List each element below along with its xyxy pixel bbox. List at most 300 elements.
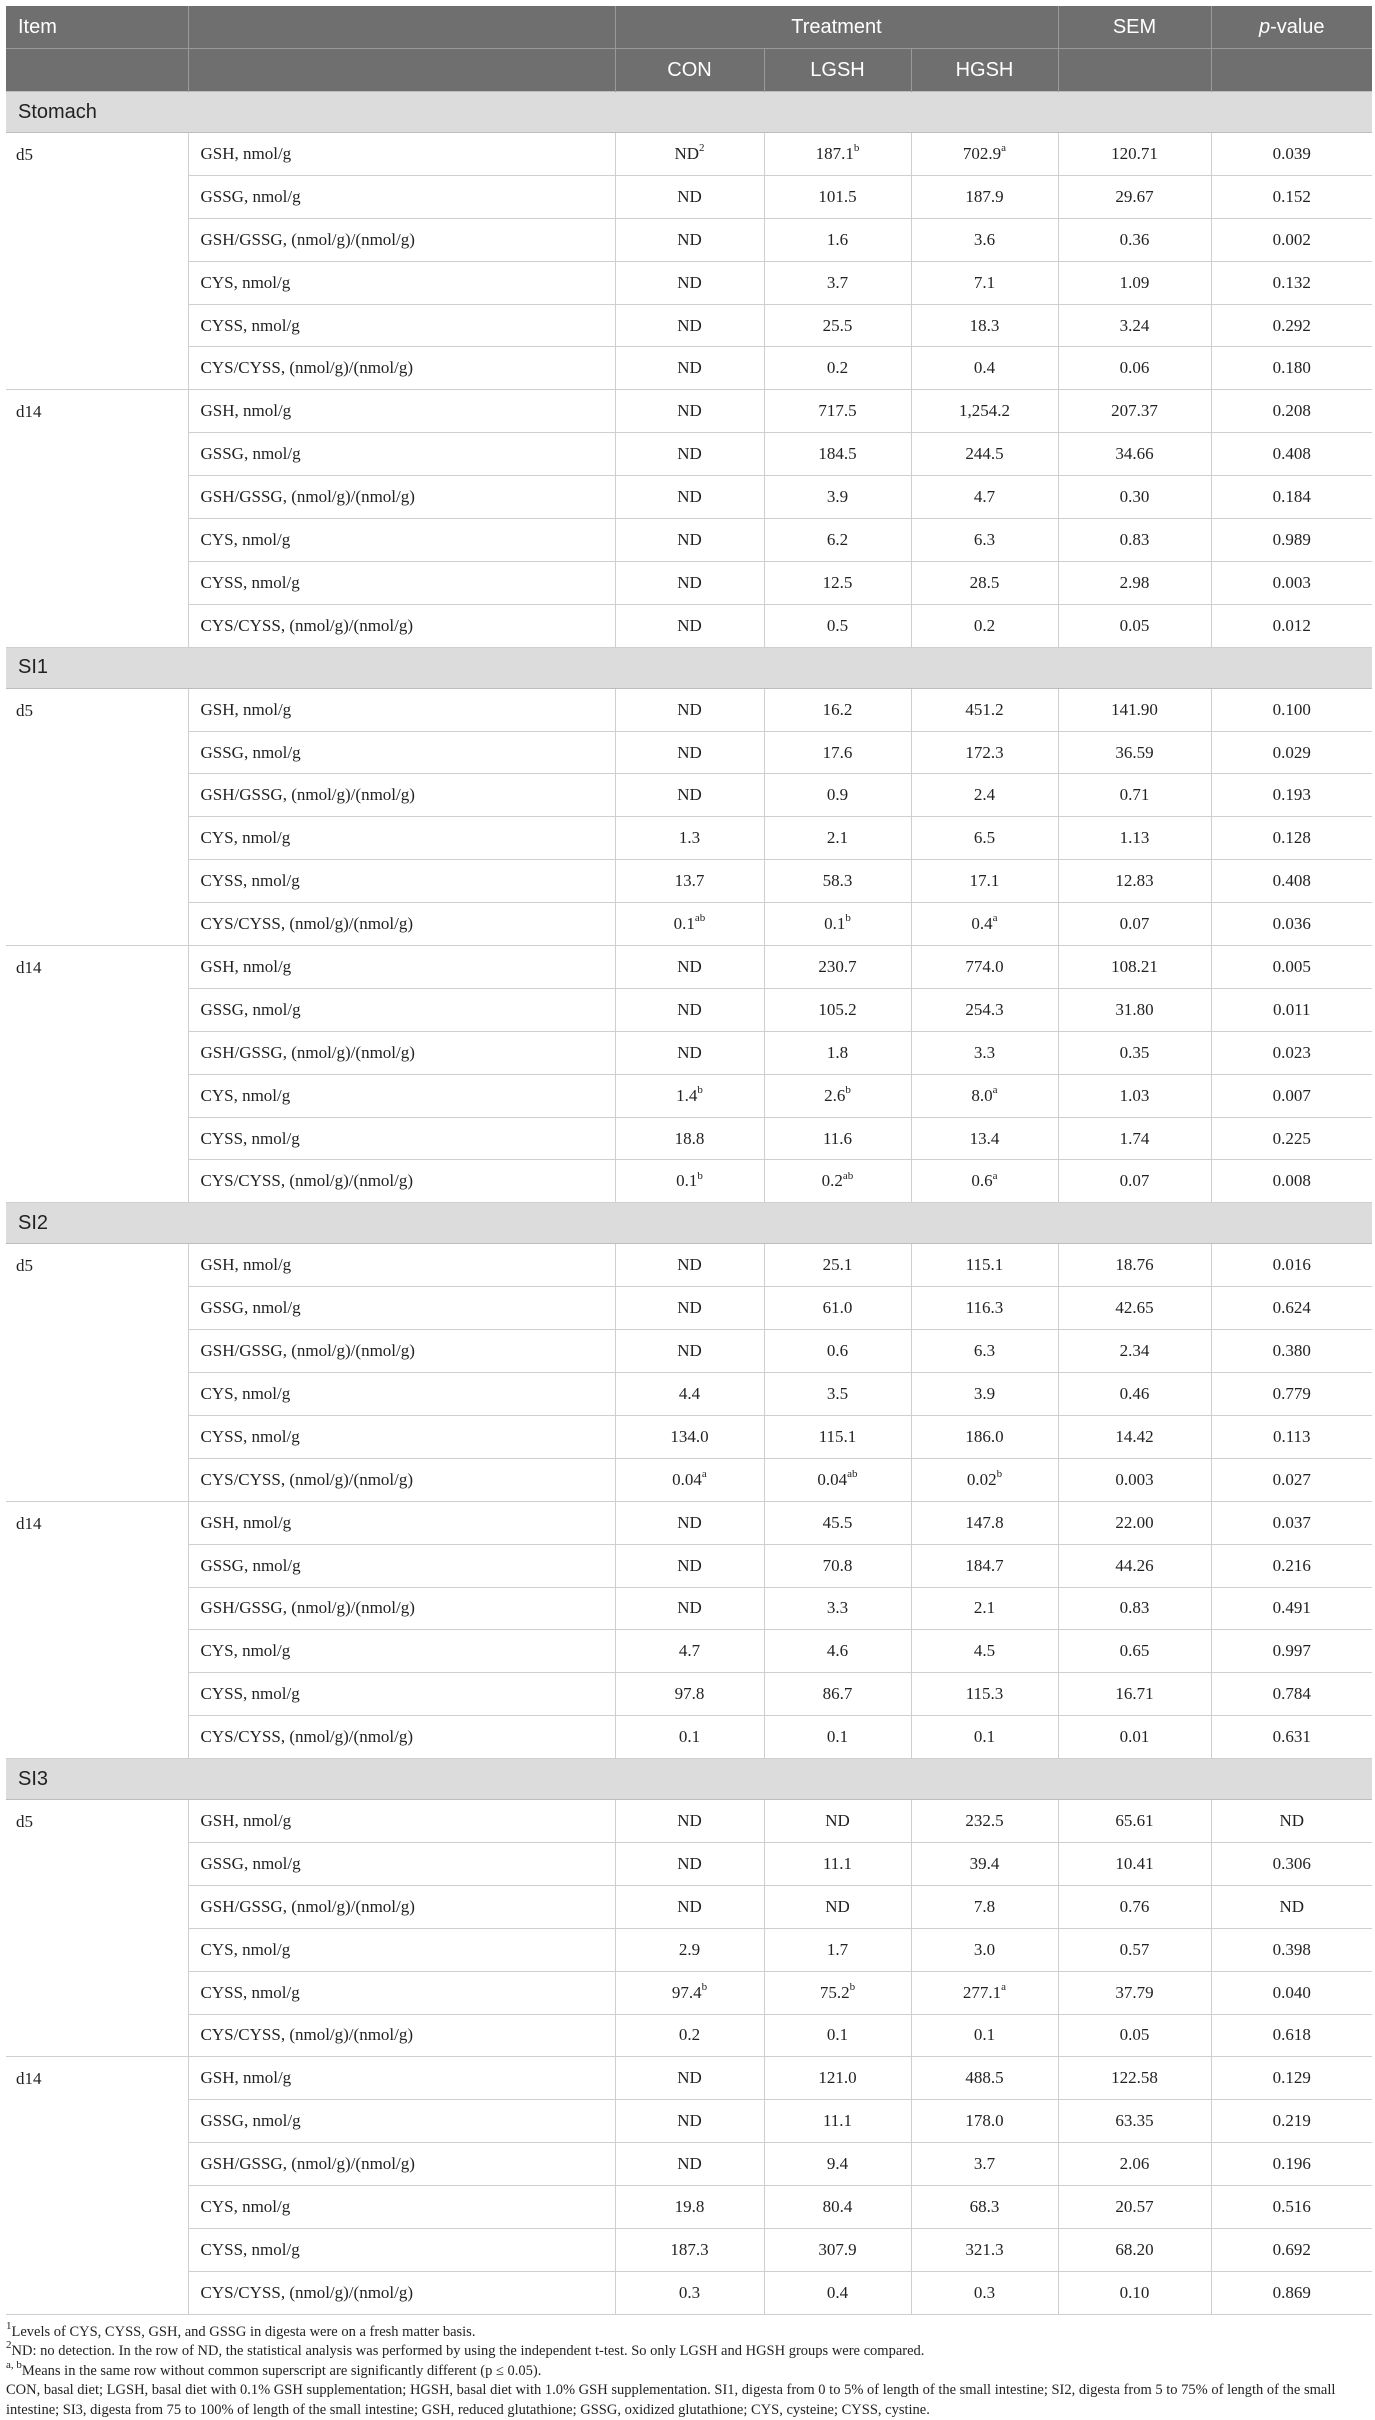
variable-cell: GSH, nmol/g	[188, 133, 615, 176]
lgsh-cell-value: 80.4	[822, 2197, 853, 2217]
day-label: d14	[6, 946, 188, 1203]
table-row	[6, 1074, 1372, 1117]
section-name: SI2	[6, 1203, 1372, 1244]
table-row	[6, 2100, 1372, 2143]
table-body	[6, 92, 1372, 2315]
table-row	[6, 774, 1372, 817]
sem-cell: 141.90	[1058, 688, 1211, 731]
hgsh-cell-superscript: a	[1001, 1980, 1007, 1993]
variable-cell: CYSS, nmol/g	[188, 1971, 615, 2014]
lgsh-cell	[764, 1287, 911, 1330]
sem-cell: 3.24	[1058, 304, 1211, 347]
con-cell-value: ND	[677, 572, 702, 592]
pvalue-cell: 0.184	[1211, 476, 1372, 519]
con-cell	[615, 433, 764, 476]
con-cell	[615, 1928, 764, 1971]
con-cell-value: ND	[677, 315, 702, 335]
variable-cell: CYS/CYSS, (nmol/g)/(nmol/g)	[188, 1160, 615, 1203]
sem-cell: 1.13	[1058, 817, 1211, 860]
lgsh-cell	[764, 1587, 911, 1630]
lgsh-cell-value: 0.9	[826, 785, 849, 805]
variable-cell: CYSS, nmol/g	[188, 561, 615, 604]
lgsh-cell-superscript: b	[853, 142, 860, 155]
lgsh-cell-value: 75.2	[819, 1982, 850, 2002]
hgsh-cell-value: 187.9	[965, 186, 1004, 206]
table-row	[6, 304, 1372, 347]
data-table	[6, 6, 1372, 2315]
variable-cell: GSSG, nmol/g	[188, 433, 615, 476]
table-row	[6, 2186, 1372, 2229]
hgsh-cell-value: 451.2	[965, 699, 1004, 719]
lgsh-cell	[764, 2143, 911, 2186]
con-cell	[615, 1630, 764, 1673]
hgsh-cell	[911, 133, 1058, 176]
hgsh-cell	[911, 1287, 1058, 1330]
variable-cell: GSH/GSSG, (nmol/g)/(nmol/g)	[188, 1031, 615, 1074]
hgsh-cell-value: 186.0	[965, 1426, 1004, 1446]
sem-cell: 0.003	[1058, 1458, 1211, 1501]
con-cell	[615, 347, 764, 390]
con-cell-value: ND	[677, 699, 702, 719]
con-cell-value: 2.9	[678, 1939, 701, 1959]
hgsh-cell-value: 3.9	[973, 1383, 996, 1403]
hgsh-cell-value: 2.1	[973, 1598, 996, 1618]
table-row	[6, 817, 1372, 860]
variable-cell: CYS/CYSS, (nmol/g)/(nmol/g)	[188, 2271, 615, 2314]
lgsh-cell-value: 101.5	[818, 186, 857, 206]
variable-cell: CYSS, nmol/g	[188, 1673, 615, 1716]
pvalue-cell: 0.100	[1211, 688, 1372, 731]
lgsh-cell-superscript: b	[845, 1083, 851, 1096]
table-row	[6, 1544, 1372, 1587]
con-cell	[615, 1458, 764, 1501]
lgsh-cell-value: 86.7	[822, 1684, 853, 1704]
lgsh-cell	[764, 2271, 911, 2314]
sem-cell: 2.98	[1058, 561, 1211, 604]
pvalue-cell: 0.016	[1211, 1244, 1372, 1287]
variable-cell: CYS, nmol/g	[188, 519, 615, 562]
hgsh-cell-value: 18.3	[969, 315, 1000, 335]
lgsh-cell-value: 0.1	[824, 914, 846, 934]
day-label: d14	[6, 390, 188, 647]
lgsh-cell-value: 187.1	[815, 143, 854, 163]
lgsh-cell	[764, 1842, 911, 1885]
variable-cell: GSH/GSSG, (nmol/g)/(nmol/g)	[188, 1885, 615, 1928]
pvalue-cell: 0.692	[1211, 2228, 1372, 2271]
lgsh-cell	[764, 476, 911, 519]
hgsh-cell	[911, 1373, 1058, 1416]
hgsh-cell	[911, 304, 1058, 347]
sem-cell: 0.01	[1058, 1716, 1211, 1759]
hgsh-cell-value: 3.0	[973, 1939, 996, 1959]
con-cell	[615, 1544, 764, 1587]
lgsh-cell	[764, 860, 911, 903]
pvalue-cell: 0.997	[1211, 1630, 1372, 1673]
con-cell	[615, 988, 764, 1031]
sem-cell: 0.83	[1058, 1587, 1211, 1630]
hgsh-cell	[911, 817, 1058, 860]
sem-cell: 34.66	[1058, 433, 1211, 476]
lgsh-cell	[764, 433, 911, 476]
hgsh-cell	[911, 175, 1058, 218]
hgsh-cell-value: 0.3	[973, 2282, 996, 2302]
header-pvalue	[1211, 6, 1372, 49]
hgsh-cell	[911, 519, 1058, 562]
table-row	[6, 604, 1372, 647]
con-cell	[615, 1330, 764, 1373]
pvalue-cell: 0.618	[1211, 2014, 1372, 2057]
table-row	[6, 1415, 1372, 1458]
header-treatment: Treatment	[615, 6, 1058, 49]
hgsh-cell	[911, 1842, 1058, 1885]
hgsh-cell	[911, 1716, 1058, 1759]
con-cell	[615, 1716, 764, 1759]
hgsh-cell	[911, 1415, 1058, 1458]
pvalue-cell: 0.132	[1211, 261, 1372, 304]
footnote	[6, 2339, 1372, 2362]
lgsh-cell	[764, 175, 911, 218]
variable-cell: CYS, nmol/g	[188, 2186, 615, 2229]
section-name: SI1	[6, 647, 1372, 688]
hgsh-cell-value: 178.0	[965, 2111, 1004, 2131]
pvalue-cell: 0.398	[1211, 1928, 1372, 1971]
con-cell	[615, 1842, 764, 1885]
lgsh-cell	[764, 817, 911, 860]
variable-cell: CYS/CYSS, (nmol/g)/(nmol/g)	[188, 1716, 615, 1759]
hgsh-cell	[911, 347, 1058, 390]
table-row	[6, 860, 1372, 903]
lgsh-cell	[764, 1501, 911, 1544]
sem-cell: 122.58	[1058, 2057, 1211, 2100]
con-cell	[615, 390, 764, 433]
con-cell-value: 18.8	[674, 1128, 705, 1148]
lgsh-cell	[764, 1544, 911, 1587]
lgsh-cell-value: 3.9	[826, 487, 849, 507]
lgsh-cell	[764, 561, 911, 604]
con-cell-value: ND	[677, 1555, 702, 1575]
pvalue-cell: 0.784	[1211, 1673, 1372, 1716]
header-con: CON	[615, 49, 764, 92]
variable-cell: CYSS, nmol/g	[188, 2228, 615, 2271]
variable-cell: CYS, nmol/g	[188, 817, 615, 860]
pvalue-cell: 0.380	[1211, 1330, 1372, 1373]
hgsh-cell-value: 4.7	[973, 487, 996, 507]
lgsh-cell-superscript: b	[849, 1980, 856, 1993]
con-cell-value: 0.1	[673, 914, 695, 934]
variable-cell: GSH, nmol/g	[188, 1800, 615, 1843]
table-row	[6, 2271, 1372, 2314]
pvalue-cell: 0.225	[1211, 1117, 1372, 1160]
variable-cell: CYSS, nmol/g	[188, 860, 615, 903]
sem-cell: 0.46	[1058, 1373, 1211, 1416]
variable-cell: CYSS, nmol/g	[188, 304, 615, 347]
hgsh-cell-value: 184.7	[965, 1555, 1004, 1575]
header-variable-blank	[188, 6, 615, 49]
hgsh-cell	[911, 2100, 1058, 2143]
sem-cell: 68.20	[1058, 2228, 1211, 2271]
lgsh-cell-value: 3.7	[826, 272, 849, 292]
pvalue-cell: 0.037	[1211, 1501, 1372, 1544]
section-name: SI3	[6, 1759, 1372, 1800]
con-cell-value: ND	[677, 1042, 702, 1062]
header-pvalue-rest: -value	[1270, 15, 1325, 38]
variable-cell: GSH/GSSG, (nmol/g)/(nmol/g)	[188, 476, 615, 519]
hgsh-cell-value: 3.7	[973, 2154, 996, 2174]
pvalue-cell: 0.011	[1211, 988, 1372, 1031]
lgsh-cell-value: 25.5	[822, 315, 853, 335]
hgsh-cell-value: 0.02	[966, 1469, 997, 1489]
con-cell	[615, 133, 764, 176]
variable-cell: GSH, nmol/g	[188, 1501, 615, 1544]
con-cell-value: ND	[677, 2111, 702, 2131]
lgsh-cell-value: ND	[825, 1811, 850, 1830]
pvalue-cell: 0.491	[1211, 1587, 1372, 1630]
sem-cell: 0.05	[1058, 604, 1211, 647]
lgsh-cell-value: 115.1	[818, 1426, 857, 1446]
lgsh-cell-value: 0.1	[826, 2025, 849, 2045]
lgsh-cell	[764, 133, 911, 176]
hgsh-cell-value: 244.5	[965, 444, 1004, 464]
variable-cell: GSH/GSSG, (nmol/g)/(nmol/g)	[188, 1587, 615, 1630]
hgsh-cell	[911, 2228, 1058, 2271]
lgsh-cell-value: 2.6	[824, 1085, 846, 1105]
con-cell-value: 0.04	[672, 1469, 702, 1489]
day-label: d5	[6, 1800, 188, 2057]
table-row	[6, 476, 1372, 519]
lgsh-cell-value: ND	[825, 1896, 850, 1916]
hgsh-cell-value: 0.4	[973, 358, 996, 378]
lgsh-cell	[764, 2014, 911, 2057]
lgsh-cell-superscript: b	[845, 912, 851, 925]
con-cell-value: 187.3	[670, 2239, 709, 2259]
table-row	[6, 1673, 1372, 1716]
lgsh-cell-value: 0.2	[821, 1171, 843, 1191]
pvalue-cell: 0.193	[1211, 774, 1372, 817]
sem-cell: 0.05	[1058, 2014, 1211, 2057]
variable-cell: GSSG, nmol/g	[188, 2100, 615, 2143]
variable-cell: GSH/GSSG, (nmol/g)/(nmol/g)	[188, 1330, 615, 1373]
hgsh-cell-value: 0.2	[973, 615, 996, 635]
footnote	[6, 2319, 1372, 2343]
pvalue-cell: 0.128	[1211, 817, 1372, 860]
con-cell-value: ND	[677, 358, 702, 378]
table-row	[6, 347, 1372, 390]
sem-cell: 20.57	[1058, 2186, 1211, 2229]
table-row	[6, 731, 1372, 774]
sem-cell: 37.79	[1058, 1971, 1211, 2014]
hgsh-cell-value: 2.4	[973, 785, 996, 805]
con-cell	[615, 1074, 764, 1117]
con-cell	[615, 218, 764, 261]
hgsh-cell-superscript: a	[992, 912, 998, 925]
variable-cell: CYS/CYSS, (nmol/g)/(nmol/g)	[188, 903, 615, 946]
lgsh-cell-value: 0.6	[826, 1341, 849, 1361]
section-name: Stomach	[6, 92, 1372, 133]
con-cell-value: 0.1	[678, 1727, 701, 1747]
lgsh-cell	[764, 1160, 911, 1203]
lgsh-cell	[764, 1673, 911, 1716]
pvalue-cell: ND	[1211, 1800, 1372, 1843]
lgsh-cell	[764, 1716, 911, 1759]
table-row	[6, 988, 1372, 1031]
hgsh-cell-superscript: a	[1001, 142, 1007, 155]
hgsh-cell	[911, 860, 1058, 903]
con-cell-value: ND	[677, 2154, 702, 2174]
hgsh-cell	[911, 2186, 1058, 2229]
table-page	[6, 6, 1372, 2420]
hgsh-cell-value: 172.3	[965, 742, 1004, 762]
con-cell-superscript: b	[697, 1083, 703, 1096]
hgsh-cell	[911, 1587, 1058, 1630]
lgsh-cell	[764, 1117, 911, 1160]
table-row	[6, 2014, 1372, 2057]
pvalue-cell: 0.516	[1211, 2186, 1372, 2229]
pvalue-cell: 0.219	[1211, 2100, 1372, 2143]
con-cell	[615, 604, 764, 647]
lgsh-cell-value: 11.6	[822, 1128, 853, 1148]
footnote-text: CON, basal diet; LGSH, basal diet with 0.1% GSH supplementation; HGSH, basal diet with 1.0% GSH supplementation. SI1, digesta from 0 to 5% of length of the small intestine; SI2, digesta from 5 to 75% of length of the small intestine; SI3, digesta from 75 to 100% of length of the small intestine; GSH, reduced glutathione; GSSG, oxidized glutathione; CYS, cysteine; CYSS, cystine.	[6, 2382, 1336, 2418]
con-cell-value: 1.4	[676, 1085, 698, 1105]
sem-cell: 29.67	[1058, 175, 1211, 218]
sem-cell: 63.35	[1058, 2100, 1211, 2143]
lgsh-cell-value: 0.5	[826, 615, 849, 635]
lgsh-cell-value: 184.5	[818, 444, 857, 464]
hgsh-cell	[911, 476, 1058, 519]
sem-cell: 2.34	[1058, 1330, 1211, 1373]
hgsh-cell-value: 0.1	[973, 2025, 996, 2045]
lgsh-cell-value: 0.2	[826, 358, 849, 378]
table-row	[6, 1117, 1372, 1160]
hgsh-cell-value: 6.3	[973, 529, 996, 549]
con-cell-value: ND	[677, 1341, 702, 1361]
sem-cell: 36.59	[1058, 731, 1211, 774]
sem-cell: 0.65	[1058, 1630, 1211, 1673]
header2-blank-var	[188, 49, 615, 92]
hgsh-cell	[911, 688, 1058, 731]
lgsh-cell	[764, 1415, 911, 1458]
lgsh-cell	[764, 2057, 911, 2100]
sem-cell: 22.00	[1058, 1501, 1211, 1544]
hgsh-cell	[911, 1885, 1058, 1928]
con-cell-value: ND	[677, 272, 702, 292]
hgsh-cell	[911, 1244, 1058, 1287]
pvalue-cell: 0.631	[1211, 1716, 1372, 1759]
hgsh-cell-value: 0.1	[973, 1727, 996, 1747]
table-row	[6, 519, 1372, 562]
con-cell	[615, 1971, 764, 2014]
pvalue-cell: 0.408	[1211, 433, 1372, 476]
con-cell	[615, 2100, 764, 2143]
hgsh-cell	[911, 1458, 1058, 1501]
pvalue-cell: 0.869	[1211, 2271, 1372, 2314]
con-cell	[615, 561, 764, 604]
lgsh-cell-value: 4.6	[826, 1641, 849, 1661]
hgsh-cell	[911, 218, 1058, 261]
con-cell-value: ND	[677, 999, 702, 1019]
pvalue-cell: 0.216	[1211, 1544, 1372, 1587]
day-label: d5	[6, 133, 188, 390]
footnote	[6, 2358, 1372, 2382]
con-cell-value: ND	[677, 956, 702, 976]
lgsh-cell-value: 11.1	[822, 1853, 853, 1873]
con-cell	[615, 175, 764, 218]
hgsh-cell	[911, 1800, 1058, 1843]
hgsh-cell	[911, 1630, 1058, 1673]
lgsh-cell	[764, 304, 911, 347]
con-cell-value: 0.2	[678, 2025, 701, 2045]
sem-cell: 14.42	[1058, 1415, 1211, 1458]
hgsh-cell	[911, 1544, 1058, 1587]
variable-cell: GSH, nmol/g	[188, 1244, 615, 1287]
footnote-text: Means in the same row without common superscript are significantly different (p ≤ 0.05).	[21, 2362, 542, 2379]
header-item: Item	[6, 6, 188, 49]
section-row	[6, 1759, 1372, 1800]
con-cell	[615, 1160, 764, 1203]
table-row	[6, 1716, 1372, 1759]
con-cell-value: 4.4	[678, 1383, 701, 1403]
con-cell	[615, 261, 764, 304]
hgsh-cell-superscript: a	[992, 1169, 998, 1182]
hgsh-cell-value: 0.4	[971, 914, 993, 934]
con-cell-value: ND	[677, 615, 702, 635]
con-cell	[615, 2228, 764, 2271]
lgsh-cell-superscript: ab	[847, 1468, 858, 1481]
table-row	[6, 218, 1372, 261]
con-cell-value: ND	[677, 1896, 702, 1916]
hgsh-cell	[911, 261, 1058, 304]
header2-blank-p	[1211, 49, 1372, 92]
con-cell	[615, 774, 764, 817]
variable-cell: CYS, nmol/g	[188, 1928, 615, 1971]
footnote-marker: 1	[6, 2319, 12, 2332]
con-cell-superscript: b	[697, 1169, 703, 1182]
lgsh-cell	[764, 1630, 911, 1673]
con-cell-value: ND	[677, 1598, 702, 1618]
lgsh-cell	[764, 2228, 911, 2271]
sem-cell: 31.80	[1058, 988, 1211, 1031]
con-cell-value: ND	[677, 1811, 702, 1830]
pvalue-cell: 0.036	[1211, 903, 1372, 946]
sem-cell: 0.07	[1058, 903, 1211, 946]
con-cell-value: 97.4	[671, 1982, 702, 2002]
hgsh-cell-value: 488.5	[965, 2068, 1004, 2088]
variable-cell: GSH/GSSG, (nmol/g)/(nmol/g)	[188, 2143, 615, 2186]
pvalue-cell: 0.292	[1211, 304, 1372, 347]
con-cell-value: 134.0	[670, 1426, 709, 1446]
con-cell-superscript: a	[701, 1468, 707, 1481]
lgsh-cell	[764, 1800, 911, 1843]
lgsh-cell-value: 1.7	[826, 1939, 849, 1959]
table-row	[6, 561, 1372, 604]
sem-cell: 0.71	[1058, 774, 1211, 817]
lgsh-cell-value: 1.8	[826, 1042, 849, 1062]
con-cell-value: 0.3	[678, 2282, 701, 2302]
hgsh-cell-value: 8.0	[971, 1085, 993, 1105]
con-cell-value: ND	[677, 1512, 702, 1532]
sem-cell: 0.83	[1058, 519, 1211, 562]
con-cell-superscript: 2	[699, 142, 705, 155]
con-cell	[615, 476, 764, 519]
table-row	[6, 1501, 1372, 1544]
pvalue-cell: 0.624	[1211, 1287, 1372, 1330]
variable-cell: GSSG, nmol/g	[188, 988, 615, 1031]
lgsh-cell-value: 17.6	[822, 742, 853, 762]
sem-cell: 207.37	[1058, 390, 1211, 433]
pvalue-cell: 0.012	[1211, 604, 1372, 647]
sem-cell: 0.06	[1058, 347, 1211, 390]
hgsh-cell	[911, 1673, 1058, 1716]
hgsh-cell	[911, 1501, 1058, 1544]
